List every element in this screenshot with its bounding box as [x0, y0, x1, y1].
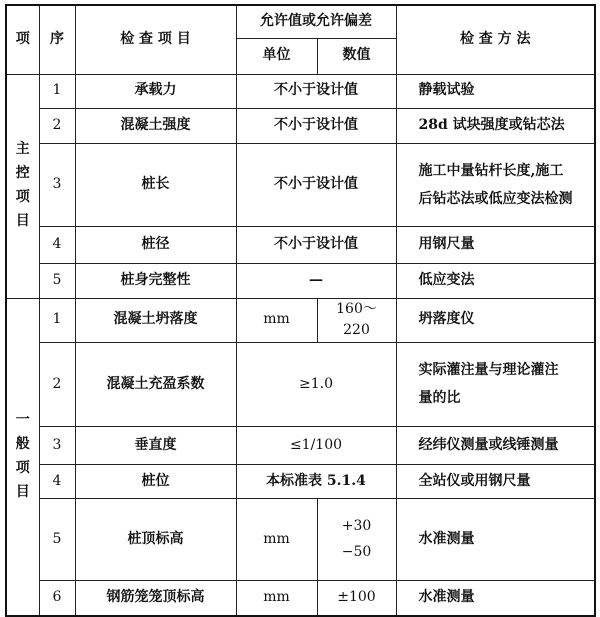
header-item: 项 — [6, 5, 39, 74]
row-value: ±100 — [317, 580, 396, 616]
row-tolerance: — — [236, 263, 396, 298]
row-seq: 5 — [39, 263, 75, 298]
table-row — [6, 143, 595, 226]
row-seq: 4 — [39, 226, 75, 263]
row-method: 低应变法 — [396, 263, 595, 298]
table-row — [6, 263, 595, 298]
row-tolerance: 不小于设计值 — [236, 143, 396, 226]
row-method-line: 量的比 — [418, 390, 461, 407]
row-item: 混凝土坍落度 — [75, 298, 236, 342]
table-row — [6, 226, 595, 263]
row-item: 承载力 — [75, 74, 236, 108]
row-tolerance: 不小于设计值 — [236, 226, 396, 263]
row-unit: mm — [236, 298, 317, 342]
inspection-table — [5, 4, 596, 617]
row-tolerance: 不小于设计值 — [236, 74, 396, 108]
row-item: 混凝土充盈系数 — [75, 342, 236, 426]
row-item: 混凝土强度 — [75, 108, 236, 143]
group-main-char: 控 — [15, 165, 30, 182]
row-tolerance: 不小于设计值 — [236, 108, 396, 143]
row-item: 桩位 — [75, 464, 236, 498]
row-seq: 3 — [39, 143, 75, 226]
row-method: 28d 试块强度或钻芯法 — [396, 108, 595, 143]
row-method: 用钢尺量 — [396, 226, 595, 263]
row-seq: 2 — [39, 108, 75, 143]
group-general-char: 一 — [15, 412, 30, 429]
row-method: 水准测量 — [396, 498, 595, 580]
row-item: 桩长 — [75, 143, 236, 226]
row-seq: 2 — [39, 342, 75, 426]
row-unit: mm — [236, 498, 317, 580]
row-item: 桩径 — [75, 226, 236, 263]
header-row-1 — [6, 5, 595, 38]
row-method — [396, 143, 595, 226]
row-item: 桩顶标高 — [75, 498, 236, 580]
row-item: 钢筋笼笼顶标高 — [75, 580, 236, 616]
table-row — [6, 74, 595, 108]
table-row — [6, 580, 595, 616]
table-row — [6, 108, 595, 143]
row-tolerance: ≥1.0 — [236, 342, 396, 426]
row-seq: 1 — [39, 74, 75, 108]
row-method: 水准测量 — [396, 580, 595, 616]
table-row — [6, 298, 595, 342]
table-row — [6, 342, 595, 426]
row-seq: 1 — [39, 298, 75, 342]
row-item: 垂直度 — [75, 426, 236, 464]
row-unit: mm — [236, 580, 317, 616]
row-seq: 3 — [39, 426, 75, 464]
row-method: 经纬仪测量或线锤测量 — [396, 426, 595, 464]
group-main-char: 主 — [15, 141, 30, 158]
row-value: 160～220 — [317, 298, 396, 342]
group-main-char: 目 — [15, 212, 30, 229]
header-check-item: 检 查 项 目 — [75, 5, 236, 74]
header-seq: 序 — [39, 5, 75, 74]
header-unit: 单位 — [236, 38, 317, 74]
group-general-char: 般 — [15, 436, 30, 453]
header-value: 数值 — [317, 38, 396, 74]
group-general-label — [6, 298, 39, 616]
table-row — [6, 464, 595, 498]
row-seq: 4 — [39, 464, 75, 498]
group-general-char: 目 — [15, 483, 30, 500]
group-general-char: 项 — [15, 459, 30, 476]
row-tolerance: 本标准表 5.1.4 — [236, 464, 396, 498]
row-method-line: 施工中量钻杆长度,施工 — [418, 162, 564, 179]
row-method: 静载试验 — [396, 74, 595, 108]
group-main-char: 项 — [15, 189, 30, 205]
row-value-upper: +30 — [341, 517, 372, 534]
group-main-label — [6, 74, 39, 298]
row-seq: 6 — [39, 580, 75, 616]
row-item: 桩身完整性 — [75, 263, 236, 298]
header-tolerance: 允许值或允许偏差 — [236, 5, 396, 38]
row-method: 全站仪或用钢尺量 — [396, 464, 595, 498]
header-method: 检 查 方 法 — [396, 5, 595, 74]
row-value — [317, 498, 396, 580]
table-row — [6, 498, 595, 580]
row-value-lower: −50 — [341, 544, 372, 561]
row-method: 坍落度仪 — [396, 298, 595, 342]
row-method-line: 后钻芯法或低应变法检测 — [418, 190, 573, 207]
table-row — [6, 426, 595, 464]
row-method-line: 实际灌注量与理论灌注 — [418, 362, 559, 379]
row-seq: 5 — [39, 498, 75, 580]
row-tolerance: ≤1/100 — [236, 426, 396, 464]
row-method — [396, 342, 595, 426]
